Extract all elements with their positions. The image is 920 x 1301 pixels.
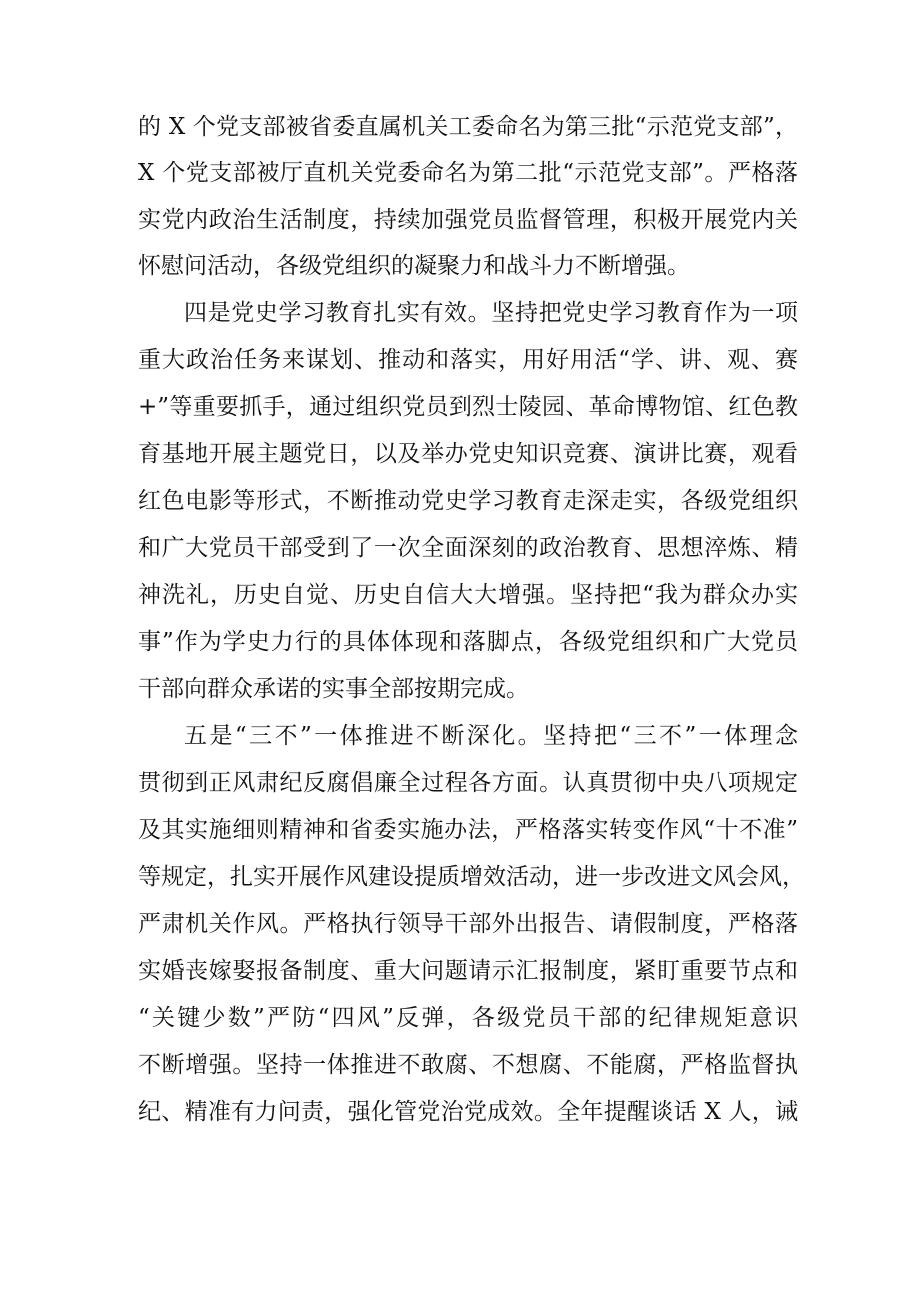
text-line: “关键少数”严防“四风”反弹，各级党员干部的纪律规矩意识 (138, 1005, 798, 1031)
paragraph-start-line: 五是“三不”一体推进不断深化。坚持把“三不”一体理念 (184, 723, 798, 749)
text-line: 的 X 个党支部被省委直属机关工委命名为第三批“示范党支部”， (138, 114, 798, 140)
text-line: 事”作为学史力行的具体体现和落脚点，各级党组织和广大党员 (138, 629, 798, 655)
text-line: 严肃机关作风。严格执行领导干部外出报告、请假制度，严格落 (138, 911, 798, 937)
text-line: 重大政治任务来谋划、推动和落实，用好用活“学、讲、观、赛 (138, 347, 798, 373)
text-line: 等规定，扎实开展作风建设提质增效活动，进一步改进文风会风， (138, 864, 805, 890)
text-line: 怀慰问活动，各级党组织的凝聚力和战斗力不断增强。 (138, 253, 690, 279)
text-line: 神洗礼，历史自觉、历史自信大大增强。坚持把“我为群众办实 (138, 582, 798, 608)
text-line: 及其实施细则精神和省委实施办法，严格落实转变作风“十不准” (138, 817, 798, 843)
text-line: 贯彻到正风肃纪反腐倡廉全过程各方面。认真贯彻中央八项规定 (138, 770, 798, 796)
text-line: 育基地开展主题党日，以及举办党史知识竞赛、演讲比赛，观看 (138, 441, 798, 467)
text-line: 纪、精准有力问责，强化管党治党成效。全年提醒谈话 X 人，诫 (138, 1099, 798, 1125)
text-line: 实党内政治生活制度，持续加强党员监督管理，积极开展党内关 (138, 207, 798, 233)
text-line: 红色电影等形式，不断推动党史学习教育走深走实，各级党组织 (138, 488, 798, 514)
paragraph-start-line: 四是党史学习教育扎实有效。坚持把党史学习教育作为一项 (184, 300, 798, 326)
text-line: +”等重要抓手，通过组织党员到烈士陵园、革命博物馆、红色教 (138, 394, 798, 420)
text-line: 不断增强。坚持一体推进不敢腐、不想腐、不能腐，严格监督执 (138, 1052, 798, 1078)
text-line: 实婚丧嫁娶报备制度、重大问题请示汇报制度，紧盯重要节点和 (138, 958, 798, 984)
text-line: 和广大党员干部受到了一次全面深刻的政治教育、思想淬炼、精 (138, 535, 798, 561)
text-line: 干部向群众承诺的实事全部按期完成。 (138, 676, 529, 702)
text-line: X 个党支部被厅直机关党委命名为第二批“示范党支部”。严格落 (138, 160, 798, 186)
